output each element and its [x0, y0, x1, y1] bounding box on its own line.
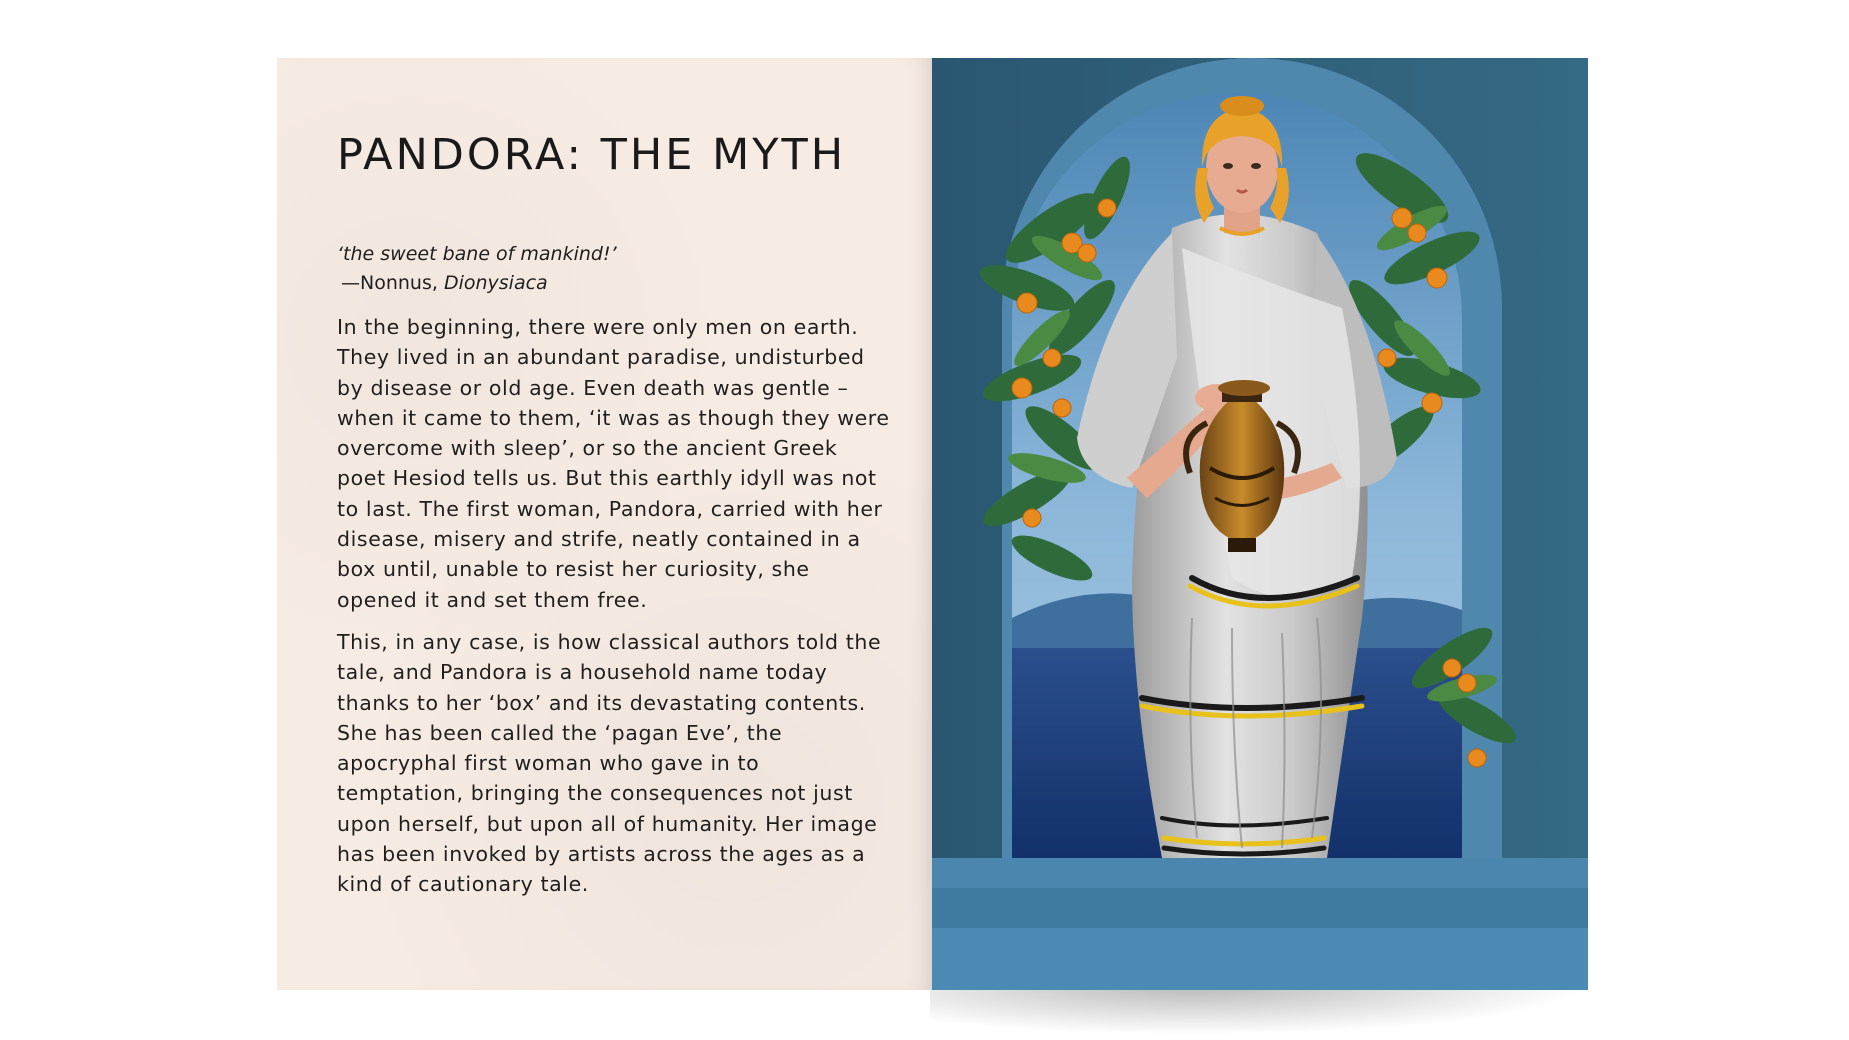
book-shadow — [930, 985, 1590, 1035]
epigraph-source-prefix: —Nonnus, — [341, 272, 444, 294]
epigraph-quote: ‘the sweet bane of mankind!’ — [337, 243, 617, 265]
body-text — [337, 312, 892, 912]
right-page-illustration — [932, 58, 1588, 990]
epigraph — [337, 240, 897, 298]
epigraph-source-work: Dionysiaca — [443, 272, 548, 294]
page-title: PANDORA: THE MYTH — [337, 130, 847, 180]
pandora-figure-illustration — [932, 58, 1588, 990]
paragraph-1: In the beginning, there were only men on earth. They lived in an abundant paradise, undisturbed by disease or old age. Even death was gentle – when it came to them, ‘it was as though they were overcome with sleep’, or so the ancient Greek poet Hesiod tells us. But this earthly idyll was not to last. The first woman, Pandora, carried with her disease, misery and strife, neatly contained in a box until, unable to resist her curiosity, she opened it and set them free. — [337, 315, 890, 612]
paragraph-2: This, in any case, is how classical authors told the tale, and Pandora is a household name today thanks to her ‘box’ and its devastating contents. She has been called the ‘pagan Eve’, the apocryphal first woman who gave in to temptation, bringing the consequences not just upon herself, but upon all of humanity. Her image has been invoked by artists across the ages as a kind of cautionary tale. — [337, 629, 882, 897]
left-page — [277, 58, 932, 990]
book-spread — [277, 58, 1588, 990]
epigraph-source — [337, 269, 897, 298]
